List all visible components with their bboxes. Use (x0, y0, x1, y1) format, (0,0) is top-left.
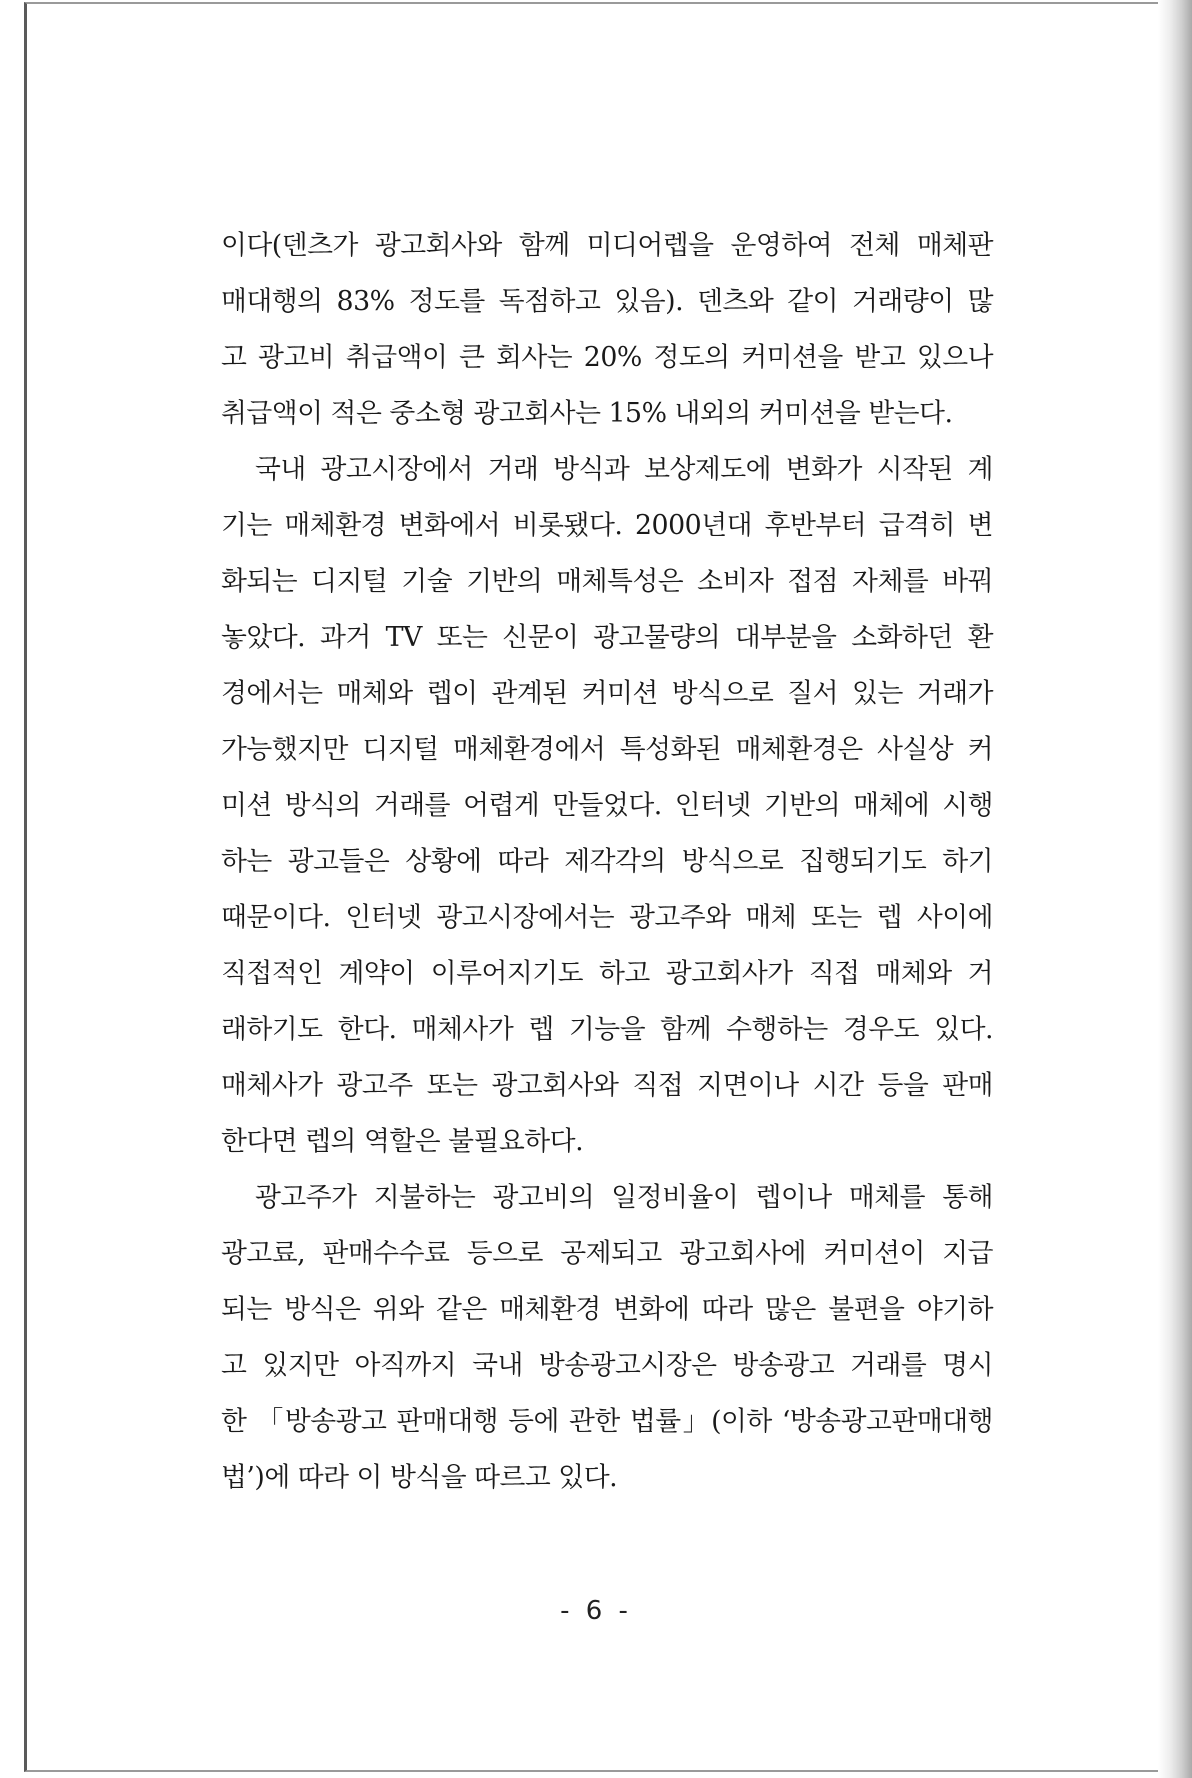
text-line: 매대행의 83% 정도를 독점하고 있음). 덴츠와 같이 거래량이 많 (221, 286, 993, 317)
text-line: 매체사가 광고주 또는 광고회사와 직접 지면이나 시간 등을 판매 (221, 1070, 993, 1101)
text-line: 하는 광고들은 상황에 따라 제각각의 방식으로 집행되기도 하기 (221, 846, 993, 877)
text-line: 광고주가 지불하는 광고비의 일정비율이 렙이나 매체를 통해 (255, 1182, 993, 1213)
text-line: 국내 광고시장에서 거래 방식과 보상제도에 변화가 시작된 계 (255, 454, 993, 485)
text-line: 고 광고비 취급액이 큰 회사는 20% 정도의 커미션을 받고 있으나 (221, 342, 993, 373)
text-line: 래하기도 한다. 매체사가 렙 기능을 함께 수행하는 경우도 있다. (221, 1014, 993, 1045)
text-line: 법’)에 따라 이 방식을 따르고 있다. (221, 1462, 618, 1493)
text-line: 놓았다. 과거 TV 또는 신문이 광고물량의 대부분을 소화하던 환 (221, 622, 993, 653)
text-line: 이다(덴츠가 광고회사와 함께 미디어렙을 운영하여 전체 매체판 (221, 230, 993, 261)
text-line: 되는 방식은 위와 같은 매체환경 변화에 따라 많은 불편을 야기하 (221, 1294, 993, 1325)
page-edge-shadow (1158, 0, 1192, 1778)
text-line: 고 있지만 아직까지 국내 방송광고시장은 방송광고 거래를 명시 (221, 1350, 993, 1381)
text-line: 가능했지만 디지털 매체환경에서 특성화된 매체환경은 사실상 커 (221, 734, 993, 765)
body-text (221, 218, 993, 1506)
text-line: 한다면 렙의 역할은 불필요하다. (221, 1126, 584, 1157)
text-line: 광고료, 판매수수료 등으로 공제되고 광고회사에 커미션이 지급 (221, 1238, 993, 1269)
text-line: 경에서는 매체와 렙이 관계된 커미션 방식으로 질서 있는 거래가 (221, 678, 993, 709)
text-line: 취급액이 적은 중소형 광고회사는 15% 내외의 커미션을 받는다. (221, 398, 953, 429)
page-number: - 6 - (560, 1596, 632, 1626)
text-line: 기는 매체환경 변화에서 비롯됐다. 2000년대 후반부터 급격히 변 (221, 510, 993, 541)
text-line: 미션 방식의 거래를 어렵게 만들었다. 인터넷 기반의 매체에 시행 (221, 790, 993, 821)
text-line: 때문이다. 인터넷 광고시장에서는 광고주와 매체 또는 렙 사이에 (221, 902, 993, 933)
text-line: 한 「방송광고 판매대행 등에 관한 법률」(이하 ‘방송광고판매대행 (221, 1406, 993, 1437)
text-line: 직접적인 계약이 이루어지기도 하고 광고회사가 직접 매체와 거 (221, 958, 993, 989)
text-line: 화되는 디지털 기술 기반의 매체특성은 소비자 접점 자체를 바꿔 (221, 566, 993, 597)
